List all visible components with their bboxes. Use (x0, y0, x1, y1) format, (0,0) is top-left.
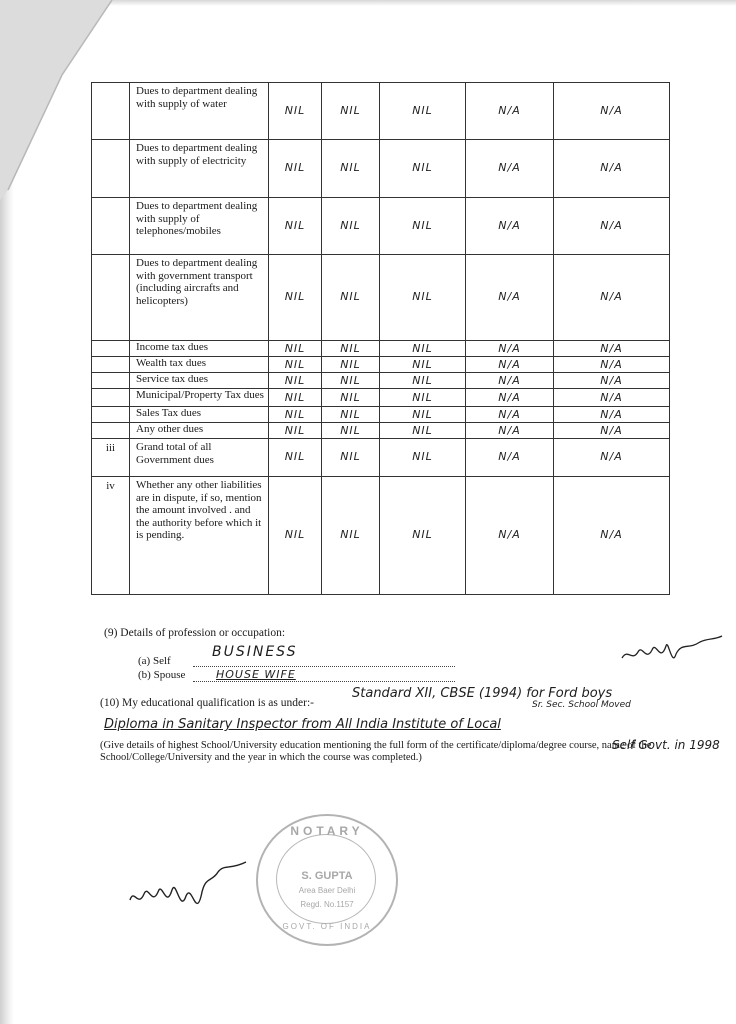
table-row (92, 477, 670, 595)
handwritten-value: N/A (466, 140, 554, 198)
education-hand-line2-b: Self Govt. in 1998 (612, 738, 720, 752)
handwritten-value: NIL (380, 407, 466, 423)
handwritten-value: N/A (554, 373, 670, 389)
row-description: Whether any other liabilities are in dispute, if so, mention the amount involved . and the authority before which it is pending. (130, 477, 269, 595)
handwritten-value: NIL (269, 477, 322, 595)
handwritten-value: N/A (554, 439, 670, 477)
row-number (92, 255, 130, 341)
handwritten-value: NIL (322, 477, 380, 595)
handwritten-value: NIL (380, 477, 466, 595)
handwritten-value: N/A (466, 439, 554, 477)
handwritten-value: N/A (554, 423, 670, 439)
handwritten-value: N/A (554, 255, 670, 341)
handwritten-value: NIL (380, 373, 466, 389)
row-number: iv (92, 477, 130, 595)
handwritten-value: NIL (322, 357, 380, 373)
notary-stamp (256, 814, 398, 946)
row-description: Dues to department dealing with government transport (including aircrafts and helicopters) (130, 255, 269, 341)
table-row (92, 407, 670, 423)
handwritten-value: N/A (466, 423, 554, 439)
handwritten-value: NIL (322, 407, 380, 423)
handwritten-value: NIL (322, 423, 380, 439)
handwritten-value: NIL (269, 423, 322, 439)
table-row (92, 357, 670, 373)
dues-table (91, 82, 670, 595)
self-dotted-line (193, 666, 455, 667)
handwritten-value: N/A (554, 83, 670, 140)
handwritten-value: NIL (269, 389, 322, 407)
stamp-area: Area Baer Delhi (298, 886, 356, 895)
education-hand-line1: Standard XII, CBSE (1994) for Ford boys (352, 686, 613, 701)
row-number (92, 407, 130, 423)
table-row (92, 83, 670, 140)
handwritten-value: N/A (554, 477, 670, 595)
handwritten-value: NIL (322, 389, 380, 407)
row-number (92, 423, 130, 439)
handwritten-value: NIL (322, 373, 380, 389)
table-row (92, 198, 670, 255)
table-row (92, 439, 670, 477)
handwritten-value: N/A (554, 357, 670, 373)
handwritten-value: NIL (269, 357, 322, 373)
row-description: Service tax dues (130, 373, 269, 389)
handwritten-value: NIL (269, 341, 322, 357)
handwritten-value: NIL (269, 439, 322, 477)
handwritten-value: NIL (269, 83, 322, 140)
handwritten-value: NIL (322, 341, 380, 357)
profession-heading: (9) Details of profession or occupation: (104, 627, 286, 639)
row-description: Dues to department dealing with supply of water (130, 83, 269, 140)
handwritten-value: NIL (269, 140, 322, 198)
row-number (92, 198, 130, 255)
row-description: Dues to department dealing with supply of telephones/mobiles (130, 198, 269, 255)
row-description: Any other dues (130, 423, 269, 439)
handwritten-value: NIL (269, 198, 322, 255)
handwritten-value: N/A (466, 198, 554, 255)
spouse-value: HOUSE WIFE (216, 668, 296, 681)
table-row (92, 140, 670, 198)
row-number (92, 83, 130, 140)
handwritten-value: NIL (380, 357, 466, 373)
row-number (92, 389, 130, 407)
handwritten-value: N/A (466, 373, 554, 389)
handwritten-value: NIL (322, 83, 380, 140)
handwritten-value: NIL (322, 198, 380, 255)
row-description: Municipal/Property Tax dues (130, 389, 269, 407)
stamp-name: S. GUPTA (301, 870, 353, 882)
handwritten-value: N/A (466, 389, 554, 407)
handwritten-value: NIL (322, 439, 380, 477)
education-hand-line2: Diploma in Sanitary Inspector from All India Institute of Local (104, 717, 501, 732)
stamp-reg: Regd. No.1157 (300, 900, 354, 909)
education-hand-line1-b: Sr. Sec. School Moved (532, 700, 631, 710)
table-row (92, 341, 670, 357)
handwritten-value: NIL (322, 140, 380, 198)
handwritten-value: N/A (554, 140, 670, 198)
handwritten-value: NIL (269, 255, 322, 341)
spouse-dotted-line (193, 681, 455, 682)
handwritten-value: NIL (380, 439, 466, 477)
handwritten-value: NIL (380, 198, 466, 255)
handwritten-value: N/A (466, 83, 554, 140)
handwritten-value: N/A (466, 341, 554, 357)
handwritten-value: N/A (554, 389, 670, 407)
handwritten-value: NIL (269, 407, 322, 423)
table-row (92, 373, 670, 389)
stamp-bottom: GOVT. OF INDIA (282, 922, 372, 931)
handwritten-value: NIL (380, 255, 466, 341)
self-label: (a) Self (138, 655, 171, 667)
row-description: Dues to department dealing with supply of electricity (130, 140, 269, 198)
row-number (92, 373, 130, 389)
signature-top (618, 628, 726, 674)
table-row (92, 389, 670, 407)
row-number (92, 341, 130, 357)
handwritten-value: N/A (466, 357, 554, 373)
handwritten-value: N/A (466, 407, 554, 423)
handwritten-value: N/A (554, 198, 670, 255)
handwritten-value: NIL (380, 140, 466, 198)
self-value: BUSINESS (212, 644, 298, 660)
spouse-label: (b) Spouse (138, 669, 186, 681)
row-number (92, 140, 130, 198)
handwritten-value: N/A (466, 255, 554, 341)
education-note: (Give details of highest School/University education mentioning the full form of the certificate/diploma/degree course, name of the School/College/University and the year in which the course was completed.) (100, 740, 652, 763)
table-row (92, 423, 670, 439)
handwritten-value: NIL (380, 389, 466, 407)
row-description: Sales Tax dues (130, 407, 269, 423)
handwritten-value: NIL (380, 341, 466, 357)
education-heading: (10) My educational qualification is as under:- (100, 697, 314, 709)
handwritten-value: NIL (380, 83, 466, 140)
row-number (92, 357, 130, 373)
signature-bottom (126, 852, 256, 922)
handwritten-value: N/A (554, 341, 670, 357)
row-description: Grand total of all Government dues (130, 439, 269, 477)
handwritten-value: N/A (554, 407, 670, 423)
handwritten-value: NIL (380, 423, 466, 439)
row-description: Wealth tax dues (130, 357, 269, 373)
stamp-title: NOTARY (290, 824, 364, 838)
table-row (92, 255, 670, 341)
row-number: iii (92, 439, 130, 477)
handwritten-value: NIL (322, 255, 380, 341)
handwritten-value: NIL (269, 373, 322, 389)
handwritten-value: N/A (466, 477, 554, 595)
row-description: Income tax dues (130, 341, 269, 357)
